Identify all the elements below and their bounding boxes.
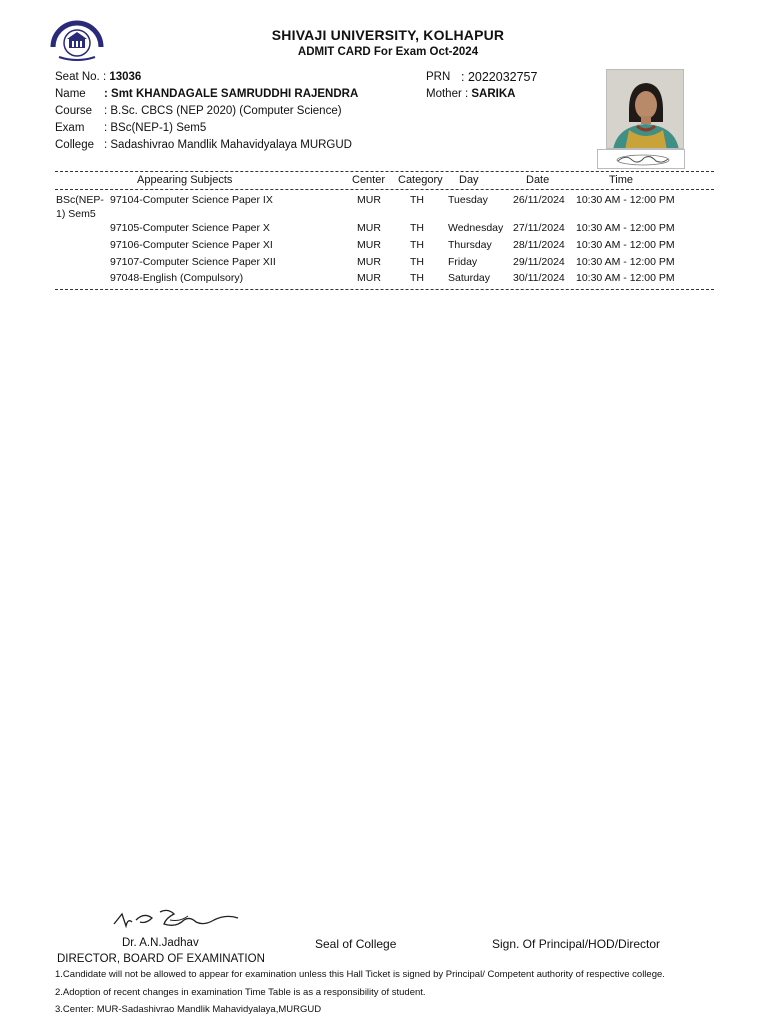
table-top-rule [55, 171, 714, 172]
mother-name: SARIKA [471, 88, 516, 100]
row-day: Thursday [448, 239, 492, 251]
admit-card-subtitle: ADMIT CARD For Exam Oct-2024 [297, 46, 479, 58]
director-signature-icon [110, 906, 250, 932]
col-header-center: Center [352, 174, 386, 186]
row-date: 30/11/2024 [513, 272, 565, 284]
row-time: 10:30 AM - 12:00 PM [576, 194, 675, 206]
name-label: Name [55, 88, 86, 100]
note-2: 2.Adoption of recent changes in examination Time Table is as a responsibility of student. [55, 987, 426, 998]
director-name: Dr. A.N.Jadhav [122, 937, 199, 949]
principal-signature-label: Sign. Of Principal/HOD/Director [492, 937, 661, 951]
row-time: 10:30 AM - 12:00 PM [576, 256, 675, 268]
col-header-category: Category [398, 174, 443, 186]
row-date: 28/11/2024 [513, 239, 565, 251]
student-signature-icon [597, 149, 685, 169]
college-label: College [55, 139, 94, 151]
row-day: Wednesday [448, 222, 504, 234]
seat-row [55, 71, 141, 83]
row-date: 29/11/2024 [513, 256, 565, 268]
row-category: TH [410, 256, 424, 268]
row-day: Friday [448, 256, 478, 268]
row-center: MUR [357, 272, 381, 284]
col-header-date: Date [526, 174, 550, 186]
row-center: MUR [357, 222, 381, 234]
exam-label: Exam [55, 122, 85, 134]
row-subject: 97107-Computer Science Paper XII [110, 256, 276, 268]
prn-label: PRN [426, 71, 451, 83]
row-subject: 97105-Computer Science Paper X [110, 222, 270, 234]
row-category: TH [410, 272, 424, 284]
row-subject: 97048-English (Compulsory) [110, 272, 244, 284]
mother-label: Mother : [426, 88, 469, 100]
note-3: 3.Center: MUR-Sadashivrao Mandlik Mahavidyalaya,MURGUD [55, 1004, 322, 1015]
student-name: : Smt KHANDAGALE SAMRUDDHI RAJENDRA [104, 88, 359, 100]
director-title: DIRECTOR, BOARD OF EXAMINATION [57, 953, 265, 965]
col-header-day: Day [459, 174, 479, 186]
university-title: SHIVAJI UNIVERSITY, KOLHAPUR [271, 27, 505, 43]
row-day: Saturday [448, 272, 491, 284]
seal-of-college-label: Seal of College [315, 937, 397, 951]
col-header-time: Time [609, 174, 634, 186]
student-photo-icon [606, 69, 684, 149]
row-center: MUR [357, 239, 381, 251]
mother-row [426, 88, 515, 100]
note-1: 1.Candidate will not be allowed to appear for examination unless this Hall Ticket is signed by Principal/ Competent authority of respective college. [55, 969, 665, 980]
row-subject: 97106-Computer Science Paper XI [110, 239, 273, 251]
prn-value: : 2022032757 [461, 70, 538, 84]
group-label-line2: 1) Sem5 [56, 208, 96, 220]
row-time: 10:30 AM - 12:00 PM [576, 222, 675, 234]
row-time: 10:30 AM - 12:00 PM [576, 272, 675, 284]
row-date: 26/11/2024 [513, 194, 565, 206]
row-category: TH [410, 222, 424, 234]
row-day: Tuesday [448, 194, 488, 206]
row-category: TH [410, 194, 424, 206]
row-subject: 97104-Computer Science Paper IX [110, 194, 273, 206]
row-center: MUR [357, 194, 381, 206]
college-value: : Sadashivrao Mandlik Mahavidyalaya MURGUD [104, 139, 352, 151]
group-label-line1: BSc(NEP- [56, 194, 104, 206]
row-center: MUR [357, 256, 381, 268]
seat-number: 13036 [109, 71, 142, 83]
course-label: Course [55, 105, 93, 117]
table-bottom-rule [55, 289, 714, 290]
table-header-rule [55, 189, 714, 190]
col-header-subjects: Appearing Subjects [137, 174, 233, 186]
seat-label: Seat No. : [55, 71, 107, 83]
exam-value: : BSc(NEP-1) Sem5 [104, 122, 207, 134]
row-category: TH [410, 239, 424, 251]
course-value: : B.Sc. CBCS (NEP 2020) (Computer Science) [104, 105, 342, 117]
row-time: 10:30 AM - 12:00 PM [576, 239, 675, 251]
row-date: 27/11/2024 [513, 222, 565, 234]
